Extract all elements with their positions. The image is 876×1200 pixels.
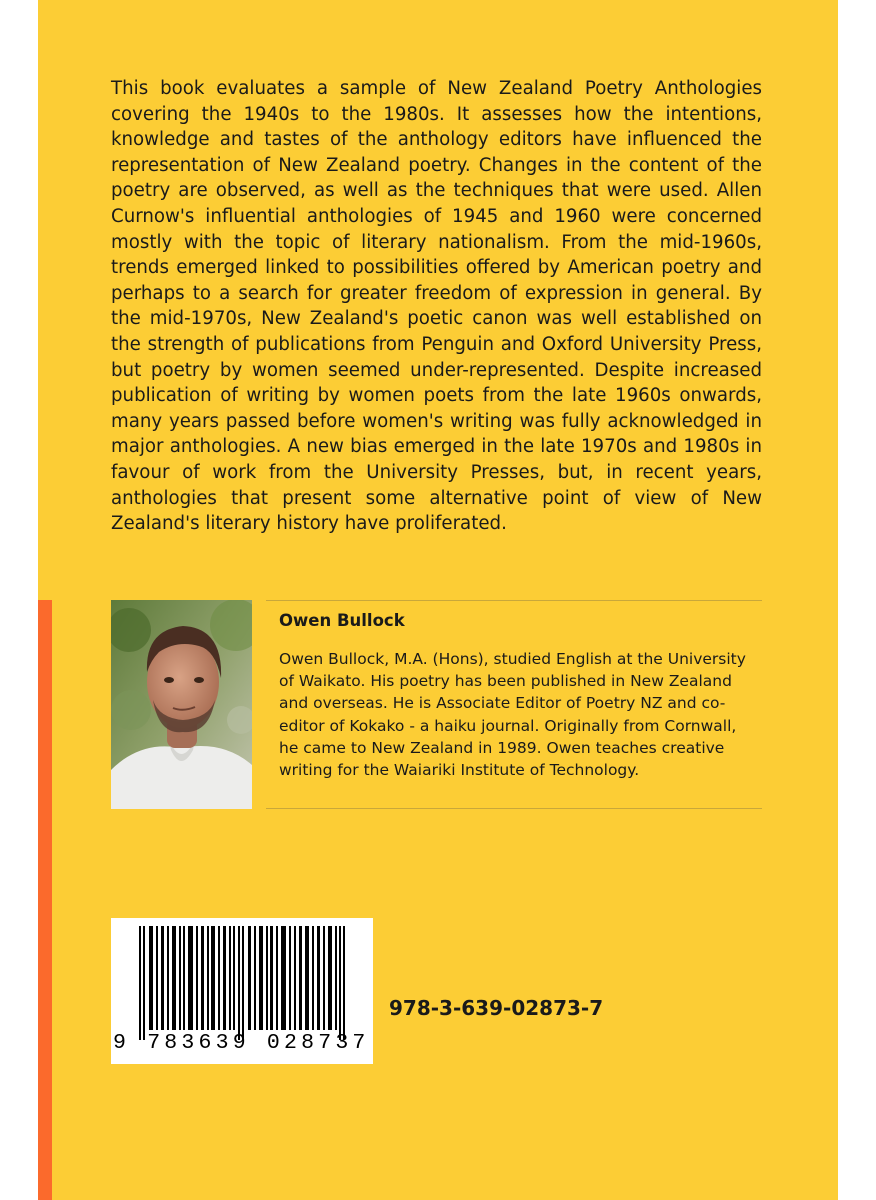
book-description: This book evaluates a sample of New Zealand Poetry Anthologies covering the 1940s to the 1980s. It assesses how the intentions, knowledge and tastes of the anthology editors have influenced the representation of New Zealand poetry. Changes in the content of the poetry are observed, as well as the techniques that were used. Allen Curnow's influential anthologies of 1945 and 1960 were concerned mostly with the topic of literary nationalism. From the mid-1960s, trends emerged linked to possibilities offered by American poetry and perhaps to a search for greater freedom of expression in general. By the mid-1970s, New Zealand's poetic canon was well established on the strength of publications from Penguin and Oxford University Press, but poetry by women seemed under-represented. Despite increased publication of writing by women poets from the late 1960s onwards, many years passed before women's writing was fully acknowledged in major anthologies. A new bias emerged in the late 1970s and 1980s in favour of work from the University Presses, but, in recent years, anthologies that present some alternative point of view of New Zealand's literary history have proliferated.: [111, 78, 762, 535]
barcode-digits: 9 783639 028737: [113, 1031, 370, 1055]
orange-edge-stripe: [38, 600, 52, 1200]
author-photo: [111, 600, 252, 809]
divider-top: [266, 600, 762, 601]
divider-bottom: [266, 808, 762, 809]
isbn-number: 978-3-639-02873-7: [389, 996, 604, 1020]
author-name: Owen Bullock: [279, 611, 405, 630]
barcode: [111, 918, 373, 1064]
author-portrait-icon: [111, 600, 252, 809]
author-bio: Owen Bullock, M.A. (Hons), studied English at the University of Waikato. His poetry has been published in New Zealand and overseas. He is Associate Editor of Poetry NZ and co-editor of Kokako - a haiku journal. Originally from Cornwall, he came to New Zealand in 1989. Owen teaches creative writing for the Waiariki Institute of Technology.: [279, 650, 746, 780]
